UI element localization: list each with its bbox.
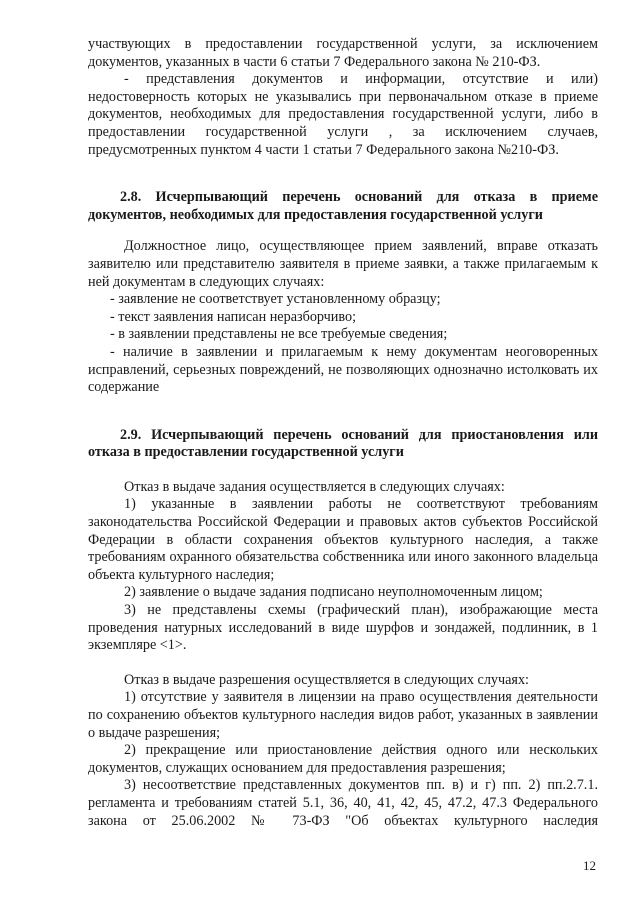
paragraph: 2) заявление о выдаче задания подписано неуполномоченным лицом; <box>124 584 543 601</box>
section-heading-2-8: 2.8. Исчерпывающий перечень оснований для отказа в приеме документов, необходимых для предоставления государственной услуги <box>88 189 598 223</box>
list-item: - наличие в заявлении и прилагаемым к нему документам неоговоренных исправлений, серьезных повреждений, не позволяющих однозначно истолковать их содержание <box>88 343 598 396</box>
section-heading-2-9: 2.9. Исчерпывающий перечень оснований для приостановления или отказа в предоставлении государственной услуги <box>88 426 598 461</box>
paragraph: 2) прекращение или приостановление действия одного или нескольких документов, служащих основанием для предоставления разрешения; <box>88 742 598 776</box>
page-number: 12 <box>583 858 596 873</box>
list-item: - заявление не соответствует установленному образцу; <box>110 291 441 308</box>
paragraph: Отказ в выдаче задания осуществляется в следующих случаях: <box>124 478 505 495</box>
paragraph: 1) отсутствие у заявителя в лицензии на право осуществления деятельности по сохранению объектов культурного наследия видов работ, указанных в заявлении о выдаче разрешения; <box>88 689 598 741</box>
paragraph: 1) указанные в заявлении работы не соответствуют требованиям законодательства Российской Федерации и правовых актов субъектов Российской Федерации в области сохранения объектов культурного наследия, а также требованиям охранного обязательства собственника или иного законного владельца объекта культурного наследия; <box>88 496 598 583</box>
paragraph: Должностное лицо, осуществляющее прием заявлений, вправе отказать заявителю или представителю заявителя в приеме заявки, а также прилагаемым к ней документам в следующих случаях: <box>88 238 598 290</box>
paragraph: - представления документов и информации, отсутствие и или) недостоверность которых не указывались при первоначальном отказе в приеме документов, необходимых для предоставления государственной услуги, либо в предоставлении государственной услуги , за исключением случаев, предусмотренных пунктом 4 части 1 статьи 7 Федерального закона №210-ФЗ. <box>88 71 598 158</box>
paragraph: участвующих в предоставлении государственной услуги, за исключением документов, указанных в части 6 статьи 7 Федерального закона № 210-ФЗ. <box>88 36 598 70</box>
document-page <box>88 36 598 830</box>
paragraph: 3) несоответствие представленных документов пп. в) и г) пп. 2) пп.2.7.1. регламента и требованиям статей 5.1, 36, 40, 41, 42, 45, 47.2, 47.3 Федерального закона от 25.06.2002 № 73-ФЗ "Об объектах культурного наследия <box>88 777 598 829</box>
paragraph: Отказ в выдаче разрешения осуществляется в следующих случаях: <box>124 671 529 688</box>
list-item: - текст заявления написан неразборчиво; <box>110 308 357 325</box>
paragraph: 3) не представлены схемы (графический план), изображающие места проведения натурных исследований в виде шурфов и зондажей, подлинник, в 1 экземпляре <1>. <box>88 602 598 654</box>
list-item: - в заявлении представлены не все требуемые сведения; <box>110 326 448 343</box>
